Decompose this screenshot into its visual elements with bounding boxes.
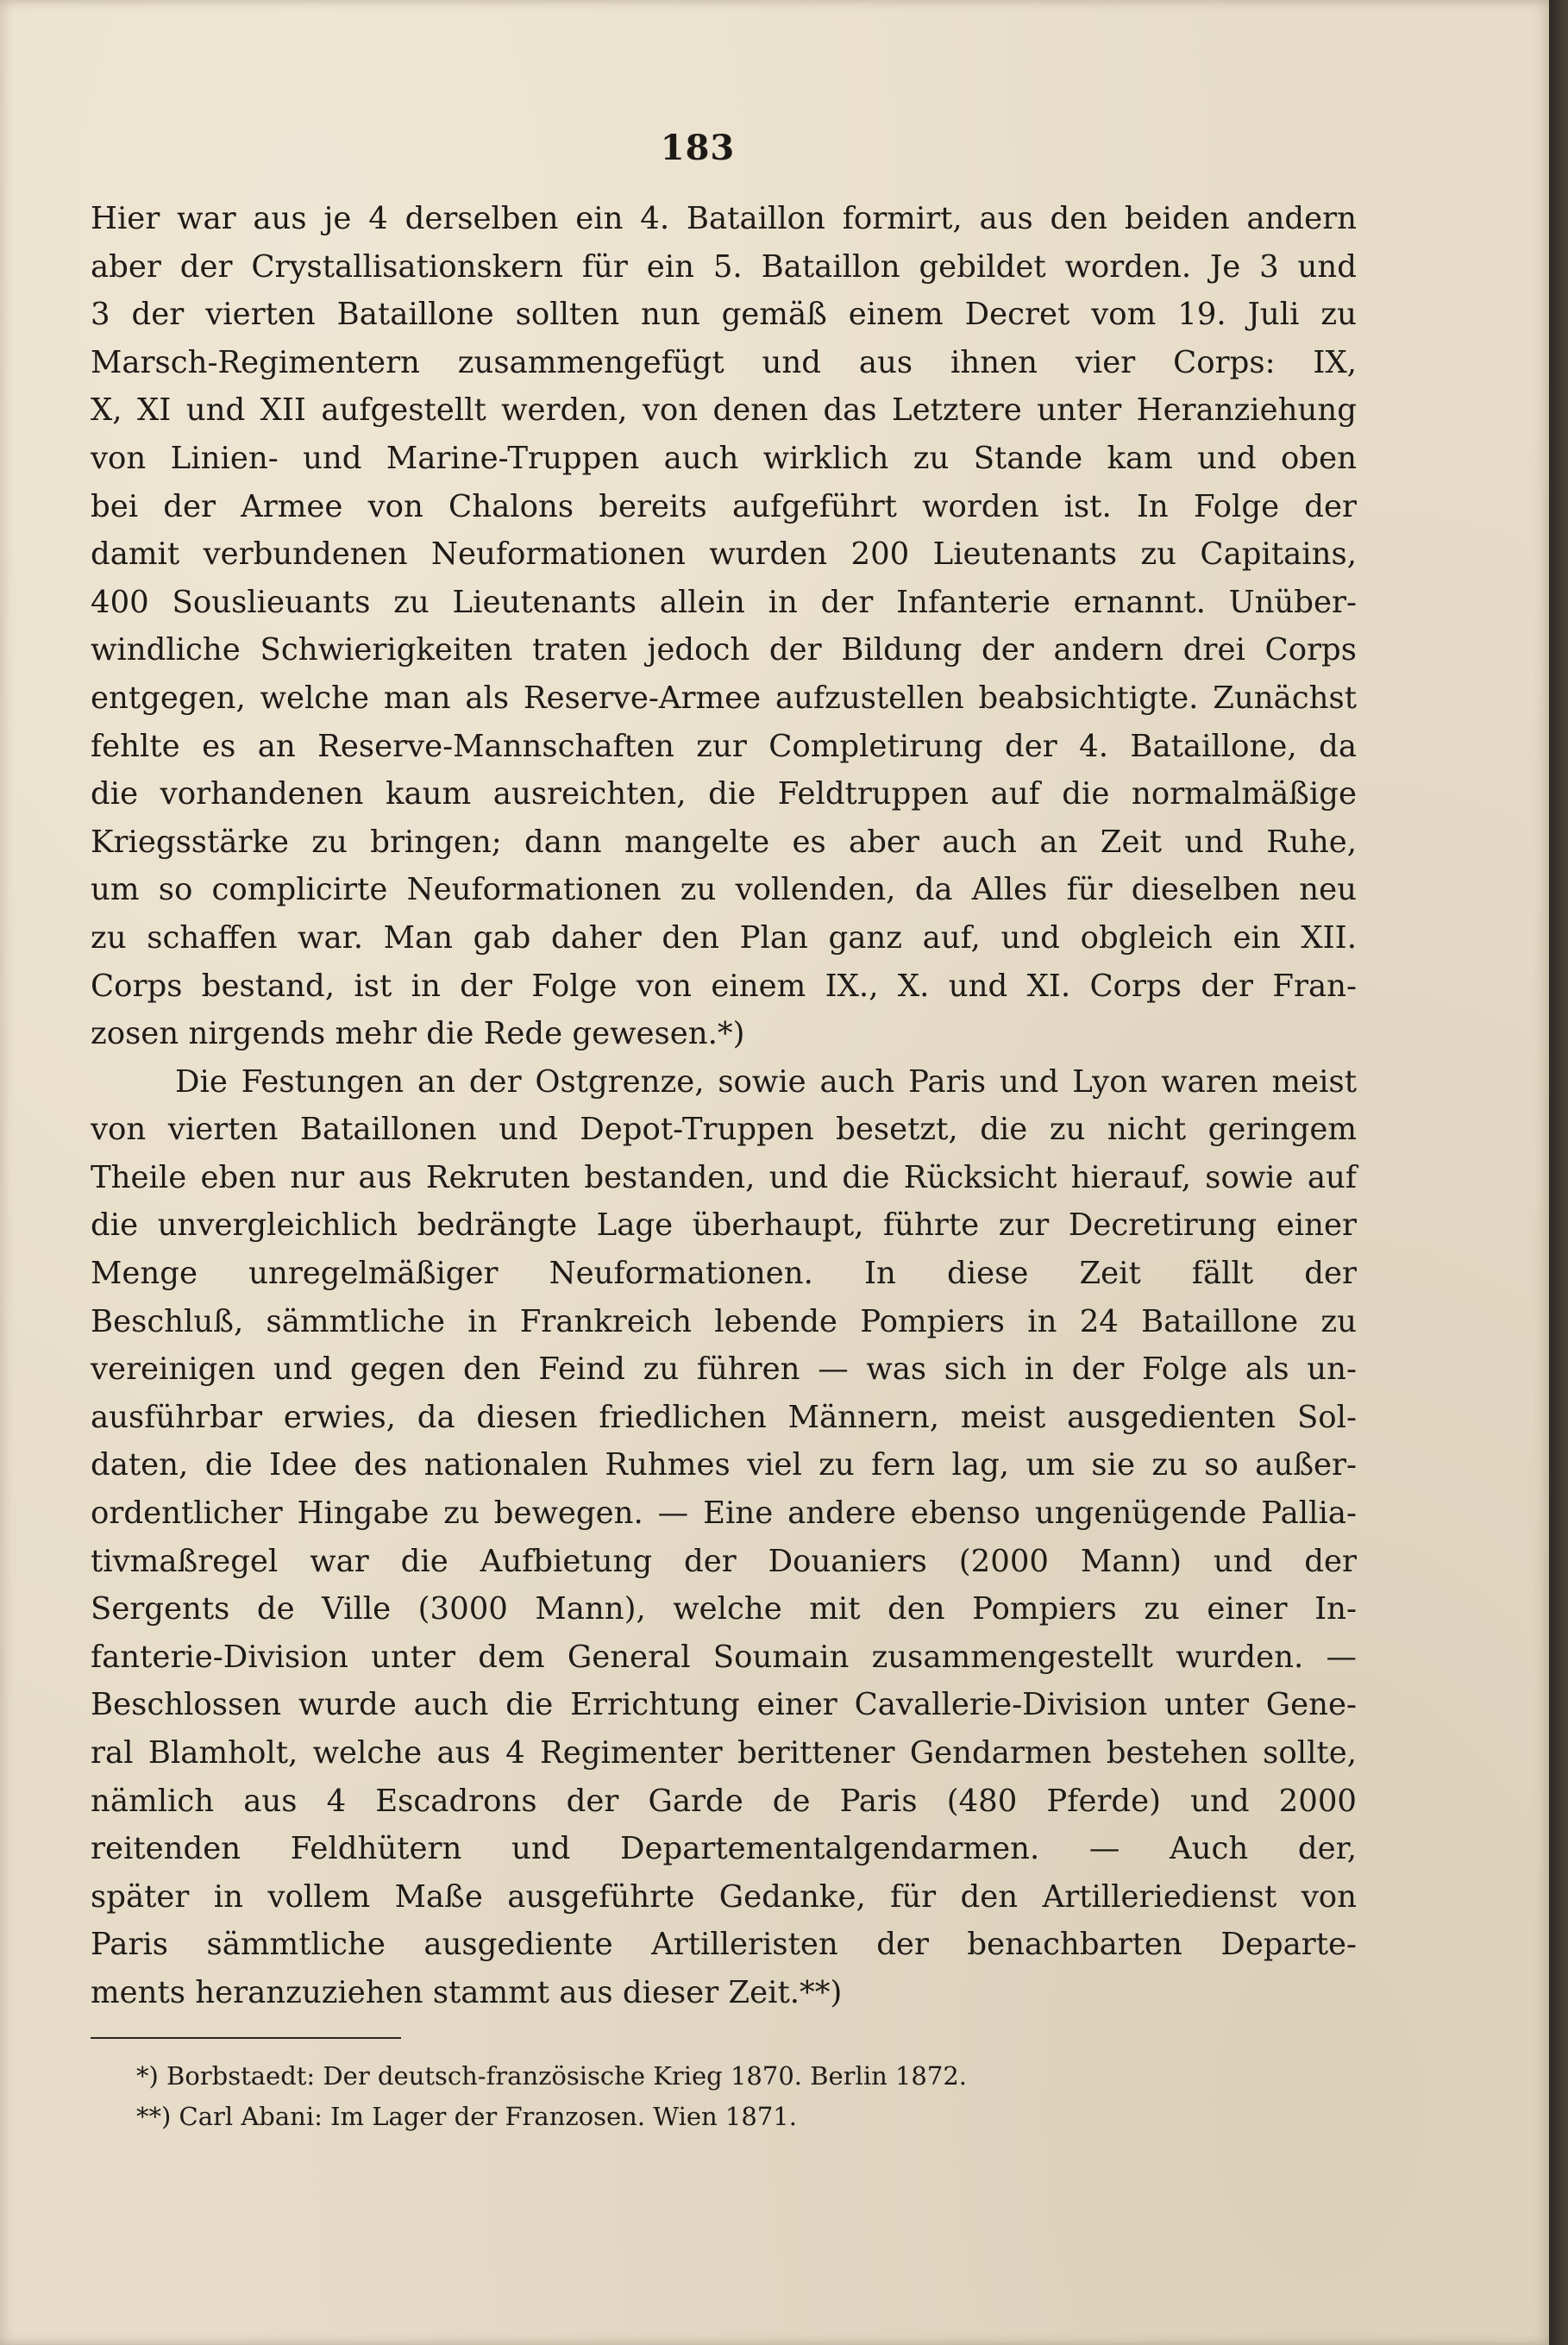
text-line: Die Festungen an der Ostgrenze, sowie auch Paris und Lyon waren meist (175, 1063, 1357, 1100)
text-line: Corps bestand, ist in der Folge von einem IX., X. und XI. Corps der Fran- (91, 968, 1357, 1004)
text-line: ments heranzuziehen stammt aus dieser Zeit.**) (91, 1974, 843, 2010)
page-edge-shadow (1549, 0, 1568, 2345)
text-line: Beschlossen wurde auch die Errichtung einer Cavallerie-Division unter Gene- (91, 1687, 1357, 1723)
text-line: die unvergleichlich bedrängte Lage überhaupt, führte zur Decretirung einer (91, 1207, 1357, 1244)
text-line: damit verbundenen Neuformationen wurden 200 Lieutenants zu Capitains, (91, 536, 1357, 573)
text-line: reitenden Feldhütern und Departementalgendarmen. — Auch der, (91, 1831, 1357, 1867)
text-line: zu schaffen war. Man gab daher den Plan ganz auf, und obgleich ein XII. (91, 919, 1357, 956)
text-line: von Linien- und Marine-Truppen auch wirklich zu Stande kam und oben (91, 440, 1357, 476)
footnote-divider (91, 2037, 401, 2039)
text-line: Marsch-Regimentern zusammengefügt und aus ihnen vier Corps: IX, (91, 344, 1357, 380)
text-line: die vorhandenen kaum ausreichten, die Feldtruppen auf die normalmäßige (91, 776, 1357, 812)
text-line: Kriegsstärke zu bringen; dann mangelte es aber auch an Zeit und Ruhe, (91, 824, 1357, 860)
paragraph-2 (91, 1058, 1357, 2017)
text-line: zosen nirgends mehr die Rede gewesen.*) (91, 1016, 745, 1052)
text-line: fehlte es an Reserve-Mannschaften zur Completirung der 4. Bataillone, da (91, 728, 1357, 764)
text-line: bei der Armee von Chalons bereits aufgeführt worden ist. In Folge der (91, 488, 1357, 524)
text-line: windliche Schwierigkeiten traten jedoch der Bildung der andern drei Corps (91, 632, 1357, 668)
page-number: 183 (660, 128, 736, 168)
footnote-2: **) Carl Abani: Im Lager der Franzosen. Wien 1871. (136, 2102, 797, 2131)
text-line: fanterie-Division unter dem General Soumain zusammengestellt wurden. — (91, 1639, 1357, 1675)
text-line: Paris sämmtliche ausgediente Artilleristen der benachbarten Departe- (91, 1927, 1357, 1963)
text-line: Theile eben nur aus Rekruten bestanden, und die Rücksicht hierauf, sowie auf (91, 1159, 1357, 1195)
text-line: nämlich aus 4 Escadrons der Garde de Paris (480 Pferde) und 2000 (91, 1783, 1357, 1819)
text-line: tivmaßregel war die Aufbietung der Douaniers (2000 Mann) und der (91, 1543, 1357, 1579)
text-line: von vierten Bataillonen und Depot-Truppen besetzt, die zu nicht geringem (91, 1112, 1357, 1148)
text-line: Beschluß, sämmtliche in Frankreich lebende Pompiers in 24 Bataillone zu (91, 1303, 1357, 1339)
text-line: X, XI und XII aufgestellt werden, von denen das Letztere unter Heranziehung (91, 392, 1357, 429)
text-line: daten, die Idee des nationalen Ruhmes viel zu fern lag, um sie zu so außer- (91, 1447, 1357, 1483)
footnotes (136, 2056, 967, 2137)
body-text (91, 195, 1357, 2017)
text-line: Menge unregelmäßiger Neuformationen. In diese Zeit fällt der (91, 1256, 1357, 1292)
text-line: entgegen, welche man als Reserve-Armee aufzustellen beabsichtigte. Zunächst (91, 680, 1357, 716)
text-line: ral Blamholt, welche aus 4 Regimenter berittener Gendarmen bestehen sollte, (91, 1735, 1357, 1771)
text-line: ausführbar erwies, da diesen friedlichen Männern, meist ausgedienten Sol- (91, 1399, 1357, 1435)
text-line: 3 der vierten Bataillone sollten nun gemäß einem Decret vom 19. Juli zu (91, 297, 1357, 333)
text-line: um so complicirte Neuformationen zu vollenden, da Alles für dieselben neu (91, 872, 1357, 908)
text-line: aber der Crystallisationskern für ein 5. Bataillon gebildet worden. Je 3 und (91, 248, 1357, 285)
text-line: Sergents de Ville (3000 Mann), welche mit den Pompiers zu einer In- (91, 1591, 1357, 1627)
text-line: vereinigen und gegen den Feind zu führen — was sich in der Folge als un- (91, 1351, 1357, 1388)
text-line: 400 Souslieuants zu Lieutenants allein in der Infanterie ernannt. Unüber- (91, 584, 1357, 620)
paragraph-1 (91, 195, 1357, 1058)
text-line: Hier war aus je 4 derselben ein 4. Bataillon formirt, aus den beiden andern (91, 201, 1357, 236)
footnote-1: *) Borbstaedt: Der deutsch-französische Krieg 1870. Berlin 1872. (136, 2061, 968, 2091)
text-line: ordentlicher Hingabe zu bewegen. — Eine andere ebenso ungenügende Pallia- (91, 1495, 1357, 1532)
text-line: später in vollem Maße ausgeführte Gedanke, für den Artilleriedienst von (91, 1878, 1357, 1915)
